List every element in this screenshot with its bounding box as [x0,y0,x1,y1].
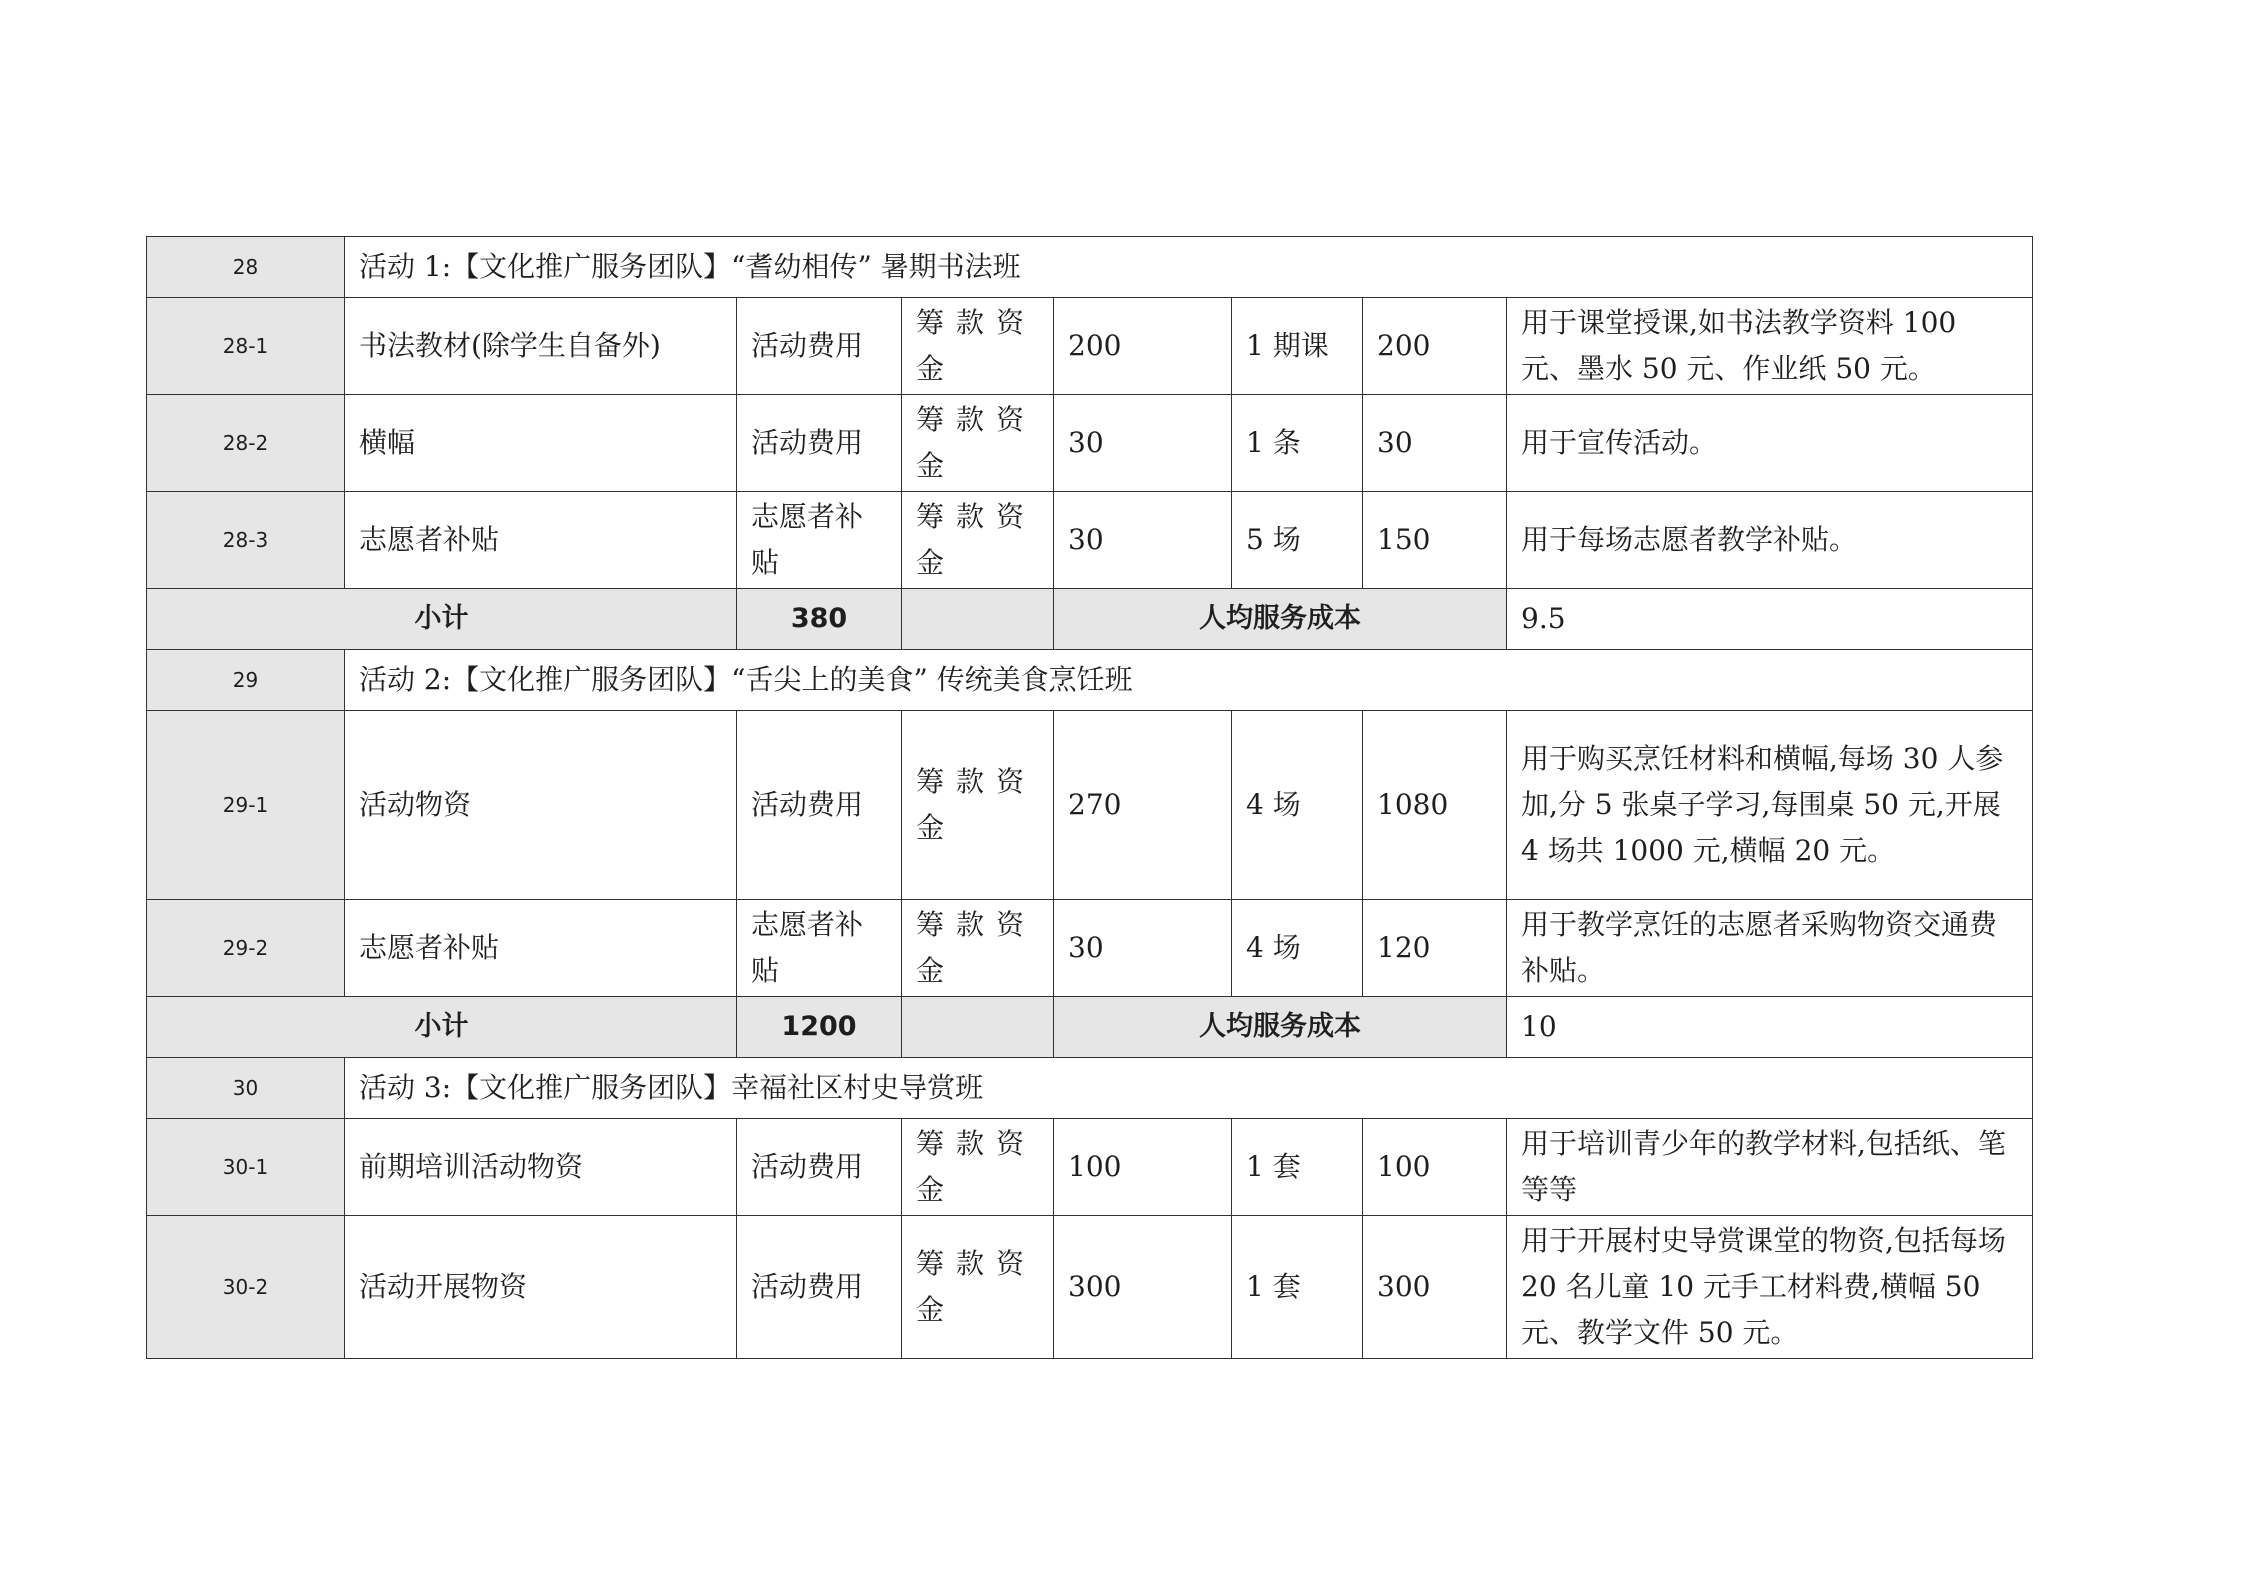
item-category: 志愿者补贴 [737,492,902,589]
empty-cell [902,997,1054,1058]
item-name: 书法教材(除学生自备外) [345,298,737,395]
item-fund: 筹款资金 [902,492,1054,589]
table-row [147,1119,2033,1216]
item-category: 活动费用 [737,395,902,492]
item-name: 前期培训活动物资 [345,1119,737,1216]
empty-cell [902,589,1054,650]
item-note: 用于课堂授课,如书法教学资料 100 元、墨水 50 元、作业纸 50 元。 [1507,298,2033,395]
item-quantity: 1 条 [1232,395,1363,492]
section-header-row [147,650,2033,711]
subtotal-row [147,997,2033,1058]
subtotal-row [147,589,2033,650]
item-note: 用于购买烹饪材料和横幅,每场 30 人参加,分 5 张桌子学习,每围桌 50 元,开展 4 场共 1000 元,横幅 20 元。 [1507,711,2033,900]
item-category: 活动费用 [737,1119,902,1216]
item-name: 横幅 [345,395,737,492]
item-quantity: 1 套 [1232,1216,1363,1359]
subtotal-value: 380 [737,589,902,650]
item-total: 300 [1363,1216,1507,1359]
per-capita-label: 人均服务成本 [1054,997,1507,1058]
section-id: 30 [147,1058,345,1119]
item-quantity: 1 期课 [1232,298,1363,395]
item-note: 用于教学烹饪的志愿者采购物资交通费补贴。 [1507,900,2033,997]
item-total: 120 [1363,900,1507,997]
table-row [147,298,2033,395]
item-fund: 筹款资金 [902,1216,1054,1359]
section-id: 28 [147,237,345,298]
table-row [147,395,2033,492]
item-total: 150 [1363,492,1507,589]
budget-table [146,236,2033,1359]
section-title: 活动 3:【文化推广服务团队】幸福社区村史导赏班 [345,1058,2033,1119]
item-unit-price: 100 [1054,1119,1232,1216]
item-unit-price: 270 [1054,711,1232,900]
table-row [147,900,2033,997]
subtotal-label: 小计 [147,997,737,1058]
item-note: 用于培训青少年的教学材料,包括纸、笔等等 [1507,1119,2033,1216]
item-total: 100 [1363,1119,1507,1216]
item-name: 志愿者补贴 [345,492,737,589]
item-category: 活动费用 [737,1216,902,1359]
item-category: 活动费用 [737,298,902,395]
item-id: 28-2 [147,395,345,492]
item-quantity: 5 场 [1232,492,1363,589]
item-quantity: 1 套 [1232,1119,1363,1216]
item-name: 活动开展物资 [345,1216,737,1359]
item-total: 200 [1363,298,1507,395]
item-category: 活动费用 [737,711,902,900]
item-id: 30-2 [147,1216,345,1359]
item-name: 志愿者补贴 [345,900,737,997]
section-id: 29 [147,650,345,711]
item-unit-price: 30 [1054,900,1232,997]
item-fund: 筹款资金 [902,298,1054,395]
section-header-row [147,237,2033,298]
item-quantity: 4 场 [1232,900,1363,997]
table-row [147,1216,2033,1359]
item-unit-price: 300 [1054,1216,1232,1359]
subtotal-value: 1200 [737,997,902,1058]
table-row [147,711,2033,900]
item-fund: 筹款资金 [902,711,1054,900]
item-note: 用于开展村史导赏课堂的物资,包括每场 20 名儿童 10 元手工材料费,横幅 50 元、教学文件 50 元。 [1507,1216,2033,1359]
item-fund: 筹款资金 [902,395,1054,492]
item-unit-price: 200 [1054,298,1232,395]
section-title: 活动 1:【文化推广服务团队】“耆幼相传” 暑期书法班 [345,237,2033,298]
section-header-row [147,1058,2033,1119]
per-capita-label: 人均服务成本 [1054,589,1507,650]
item-total: 30 [1363,395,1507,492]
item-fund: 筹款资金 [902,1119,1054,1216]
item-id: 29-1 [147,711,345,900]
item-note: 用于宣传活动。 [1507,395,2033,492]
subtotal-label: 小计 [147,589,737,650]
item-note: 用于每场志愿者教学补贴。 [1507,492,2033,589]
item-total: 1080 [1363,711,1507,900]
table-row [147,492,2033,589]
item-id: 28-3 [147,492,345,589]
section-title: 活动 2:【文化推广服务团队】“舌尖上的美食” 传统美食烹饪班 [345,650,2033,711]
per-capita-value: 10 [1507,997,2033,1058]
item-quantity: 4 场 [1232,711,1363,900]
item-unit-price: 30 [1054,492,1232,589]
item-id: 28-1 [147,298,345,395]
item-fund: 筹款资金 [902,900,1054,997]
item-id: 30-1 [147,1119,345,1216]
item-name: 活动物资 [345,711,737,900]
item-id: 29-2 [147,900,345,997]
item-category: 志愿者补贴 [737,900,902,997]
per-capita-value: 9.5 [1507,589,2033,650]
item-unit-price: 30 [1054,395,1232,492]
